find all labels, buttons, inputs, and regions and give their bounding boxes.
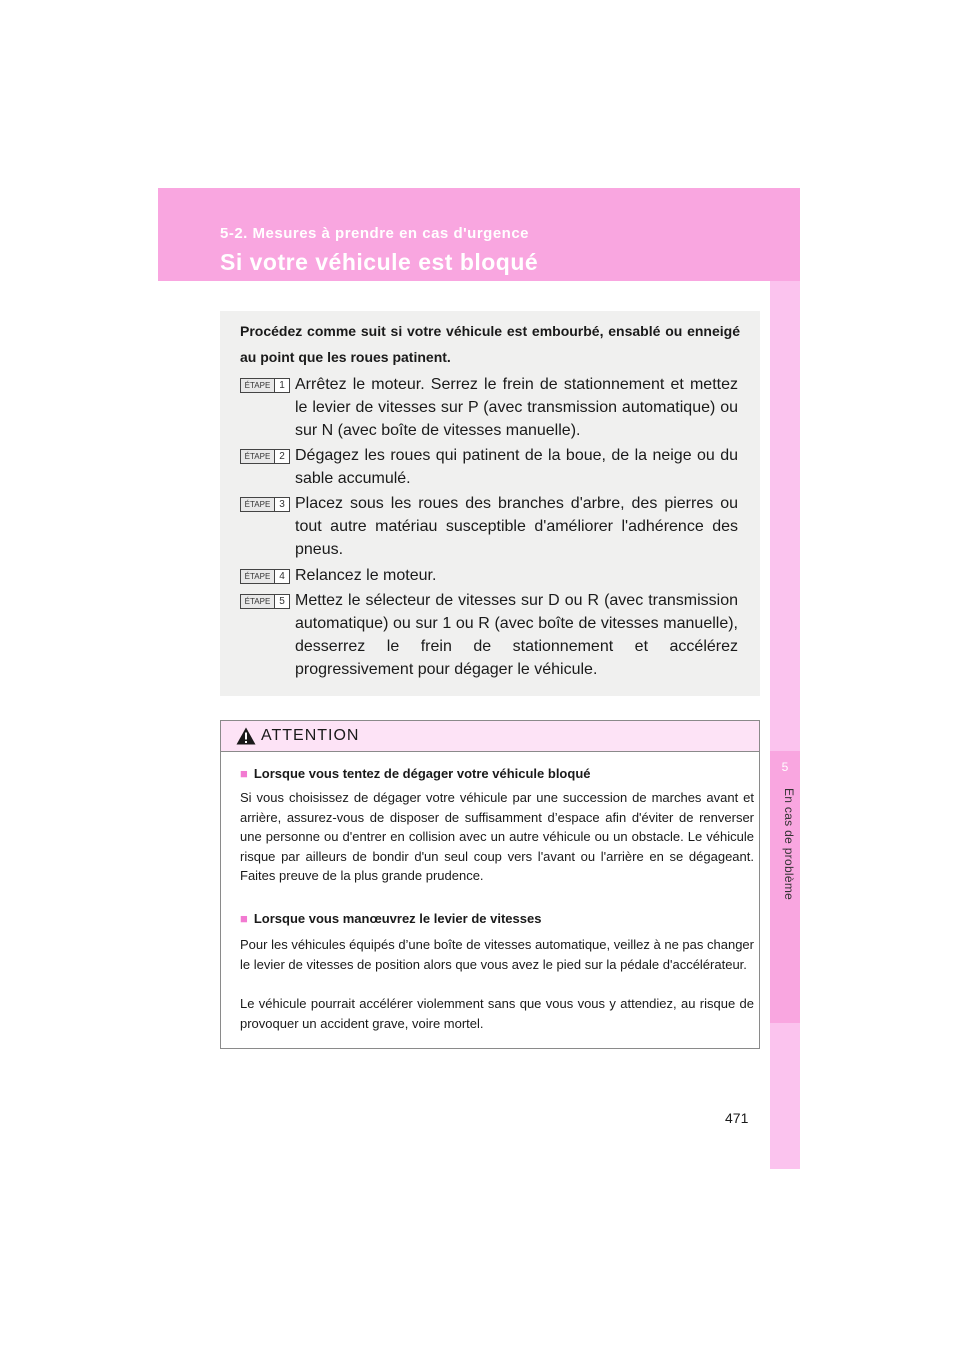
attention-heading-1: ■ Lorsque vous tentez de dégager votre véhicule bloqué: [240, 766, 591, 781]
step-text: Mettez le sélecteur de vitesses sur D ou R (avec transmission automatique) ou sur 1 ou R (avec boîte de vitesses manuelle), desserrez le frein de stationnement et accélérez progressivement pour dégager le véhicule.: [295, 592, 738, 678]
step-text: Dégagez les roues qui patinent de la boue, de la neige ou du sable accumulé.: [295, 447, 738, 487]
page-title: Si votre véhicule est bloqué: [220, 249, 539, 275]
square-bullet-icon: ■: [240, 766, 248, 781]
page-number: 471: [725, 1110, 749, 1126]
chapter-number: 5: [781, 760, 789, 774]
attention-body-2: Pour les véhicules équipés d’une boîte de vitesses automatique, veillez à ne pas changer le levier de vitesses de position alors que vous avez le pied sur la pédale d'accélérateur.: [240, 937, 754, 972]
step-badge: ÉTAPE 4: [240, 569, 290, 584]
attention-body-1: Si vous choisissez de dégager votre véhicule par une succession de marches avant et arrière, assurez-vous de disposer de suffisamment d’espace afin d'éviter de renverser une personne ou d'entrer en collision avec un autre véhicule ou un obstacle. Le véhicule risque par ailleurs de bondir d'un seul coup vers l'avant ou l'arrière en se dégageant. Faites preuve de la plus grande prudence.: [240, 790, 754, 883]
warning-triangle-icon: [236, 727, 256, 745]
step-text: Placez sous les roues des branches d'arbre, des pierres ou tout autre matériau susceptible d'améliorer l'adhérence des pneus.: [295, 495, 738, 558]
attention-heading-2: ■ Lorsque vous manœuvrez le levier de vitesses: [240, 911, 542, 926]
procedure-intro: Procédez comme suit si votre véhicule est embourbé, ensablé ou enneigé au point que les roues patinent.: [240, 323, 740, 365]
chapter-title: En cas de problème: [782, 788, 796, 901]
square-bullet-icon: ■: [240, 911, 248, 926]
section-label: 5-2. Mesures à prendre en cas d'urgence: [220, 225, 530, 242]
step-text: Arrêtez le moteur. Serrez le frein de stationnement et mettez le levier de vitesses sur P (avec transmission automatique) ou sur N (avec boîte de vitesses manuelle).: [295, 376, 738, 439]
step-badge: ÉTAPE 5: [240, 594, 290, 609]
step-text: Relancez le moteur.: [295, 567, 437, 584]
step-badge: ÉTAPE 2: [240, 449, 290, 464]
step-badge: ÉTAPE 1: [240, 378, 290, 393]
chapter-side-strip: [770, 281, 800, 1169]
attention-label: ATTENTION: [261, 727, 360, 744]
attention-body-3: Le véhicule pourrait accélérer violemment sans que vous vous y attendiez, au risque de provoquer un accident grave, voire mortel.: [240, 996, 754, 1031]
step-badge: ÉTAPE 3: [240, 497, 290, 512]
attention-header: [221, 721, 759, 752]
